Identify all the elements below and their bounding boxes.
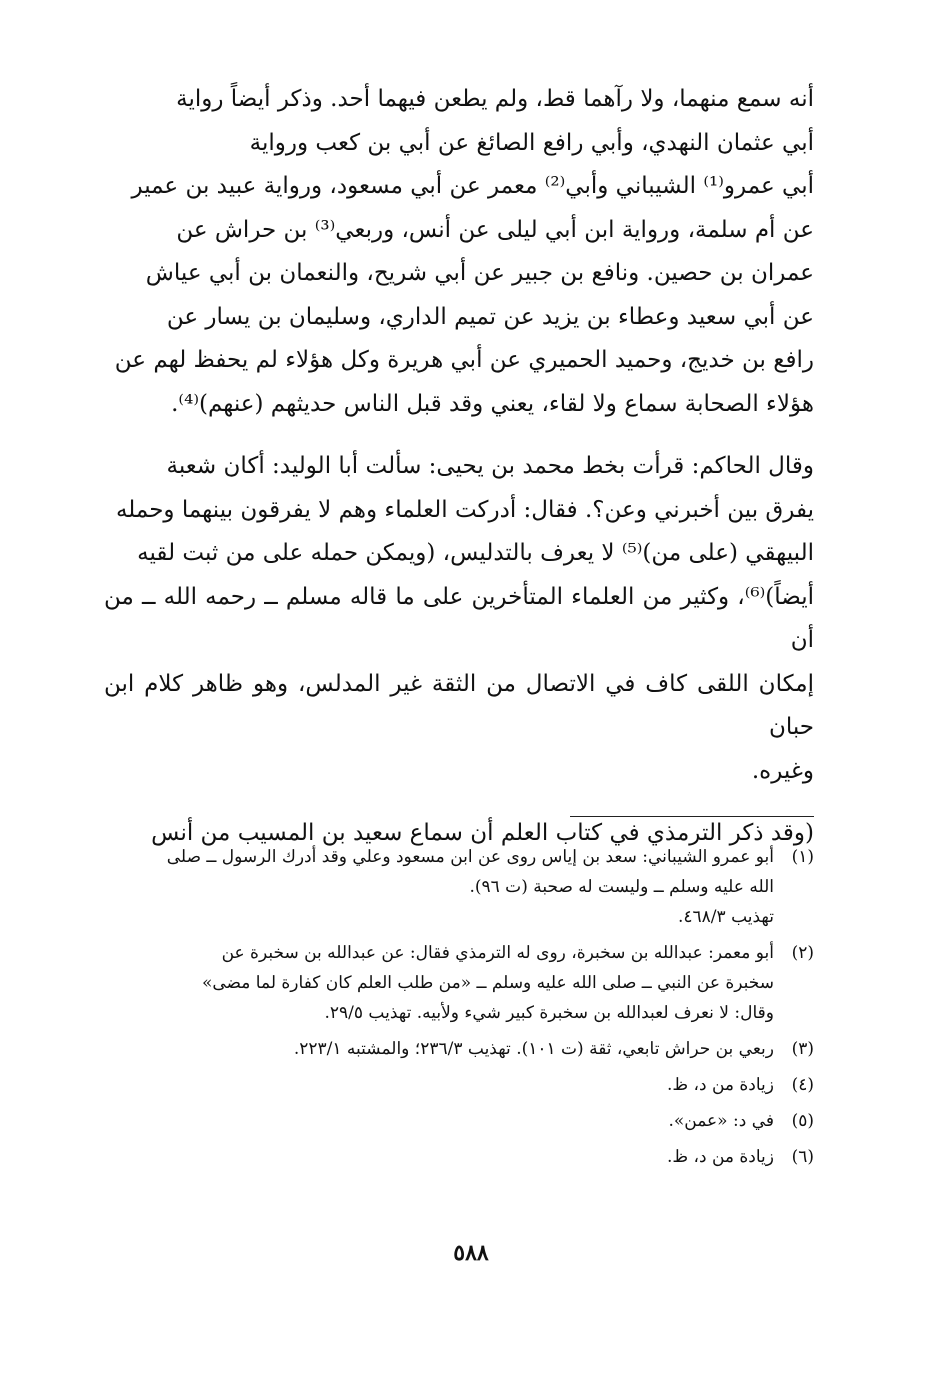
- footnote-number: (٥): [791, 1111, 814, 1131]
- main-text: [104, 78, 814, 856]
- paragraph-1-line-5: عمران بن حصين. ونافع بن جبير عن أبي شريح، والنعمان بن أبي عياش: [145, 260, 814, 286]
- footnote-6-line-1: زيادة من د، ظ.: [666, 1147, 774, 1167]
- footnote-1-line-1: أبو عمرو الشيباني: سعد بن إياس روى عن ابن مسعود وعلي وقد أدرك الرسول ــ صلى: [166, 847, 774, 867]
- paragraph-1-line-4: عن أم سلمة، ورواية ابن أبي ليلى عن أنس، وربعي⁽³⁾ بن حراش عن: [176, 216, 814, 243]
- paragraph-2-line-5: إمكان اللقى كاف في الاتصال من الثقة غير المدلس، وهو ظاهر كلام ابن حبان: [104, 670, 814, 740]
- paragraph-2: [104, 445, 814, 793]
- paragraph-2-line-4: أيضاً)⁽⁶⁾، وكثير من العلماء المتأخرين على ما قاله مسلم ــ رحمه الله ــ من أن: [104, 583, 814, 653]
- footnote-5-line-1: في د: «عمن».: [668, 1111, 774, 1131]
- paragraph-1-line-2: أبي عثمان النهدي، وأبي رافع الصائغ عن أبي بن كعب ورواية: [249, 129, 814, 156]
- footnote-separator: [570, 816, 814, 817]
- footnote-number: (٤): [791, 1075, 814, 1095]
- footnote-6: [104, 1142, 814, 1172]
- paragraph-1-line-3: أبي عمرو⁽¹⁾ الشيباني وأبي⁽²⁾ معمر عن أبي مسعود، ورواية عبيد بن عمير: [131, 173, 814, 199]
- paragraph-2-line-2: يفرق بين أخبرني وعن؟. فقال: أدركت العلماء وهم لا يفرقون بينهما وحمله: [115, 496, 814, 523]
- footnote-4-line-1: زيادة من د، ظ.: [666, 1075, 774, 1095]
- footnote-3: [104, 1034, 814, 1064]
- footnote-5: [104, 1106, 814, 1136]
- paragraph-1: [104, 78, 814, 426]
- footnote-text: [104, 938, 774, 1028]
- footnote-text: [104, 1034, 774, 1064]
- footnote-2-line-2: سخبرة عن النبي ــ صلى الله عليه وسلم ــ «من طلب العلم كان كفارة لما مضى»: [201, 973, 774, 993]
- footnote-2-line-1: أبو معمر: عبدالله بن سخبرة، روى له الترمذي فقال: عن عبدالله بن سخبرة عن: [221, 943, 774, 963]
- paragraph-1-line-7: رافع بن خديج، وحميد الحميري عن أبي هريرة وكل هؤلاء لم يحفظ لهم عن: [114, 347, 814, 373]
- paragraph-2-line-3: البيهقي (على من)⁽⁵⁾ لا يعرف بالتدليس، (ويمكن حمله على من ثبت لقيه: [137, 540, 814, 566]
- footnote-3-line-1: ربعي بن حراش تابعي، ثقة (ت ١٠١). تهذيب ٢٣٦/٣؛ والمشتبه ٢٢٣/١.: [293, 1039, 774, 1059]
- footnote-1-line-2: الله عليه وسلم ــ وليست له صحبة (ت ٩٦).: [469, 877, 774, 897]
- paragraph-1-line-1: أنه سمع منهما، ولا رآهما قط، ولم يطعن فيهما أحد. وذكر أيضاً رواية: [176, 86, 814, 112]
- footnote-text: [104, 842, 774, 932]
- footnote-text: [104, 1106, 774, 1136]
- page-number: ٥٨٨: [453, 1240, 489, 1266]
- footnote-text: [104, 1142, 774, 1172]
- paragraph-2-line-6: وغيره.: [751, 757, 814, 784]
- footnote-number: (٦): [791, 1147, 814, 1167]
- footnote-number: (٣): [791, 1039, 814, 1059]
- paragraph-3-line-1: (وقد ذكر الترمذي في كتاب العلم أن سماع سعيد بن المسيب من أنس: [151, 820, 814, 846]
- paragraph-2-line-1: وقال الحاكم: قرأت بخط محمد بن يحيى: سألت أبا الوليد: أكان شعبة: [166, 453, 814, 479]
- footnote-2: [104, 938, 814, 1028]
- footnote-2-line-3: وقال: لا نعرف لعبدالله بن سخبرة كبير شيء ولأبيه. تهذيب ٢٩/٥.: [324, 1003, 774, 1023]
- footnote-1: [104, 842, 814, 932]
- footnote-4: [104, 1070, 814, 1100]
- paragraph-1-line-6: عن أبي سعيد وعطاء بن يزيد عن تميم الداري، وسليمان بن يسار عن: [166, 303, 814, 330]
- footnote-number: (١): [791, 847, 814, 867]
- footnotes: [104, 842, 814, 1178]
- footnote-text: [104, 1070, 774, 1100]
- footnote-number: (٢): [791, 943, 814, 963]
- footnote-1-line-3: تهذيب ٤٦٨/٣.: [678, 907, 774, 927]
- paragraph-1-line-8: هؤلاء الصحابة سماع ولا لقاء، يعني وقد قبل الناس حديثهم (عنهم)⁽⁴⁾.: [171, 390, 814, 417]
